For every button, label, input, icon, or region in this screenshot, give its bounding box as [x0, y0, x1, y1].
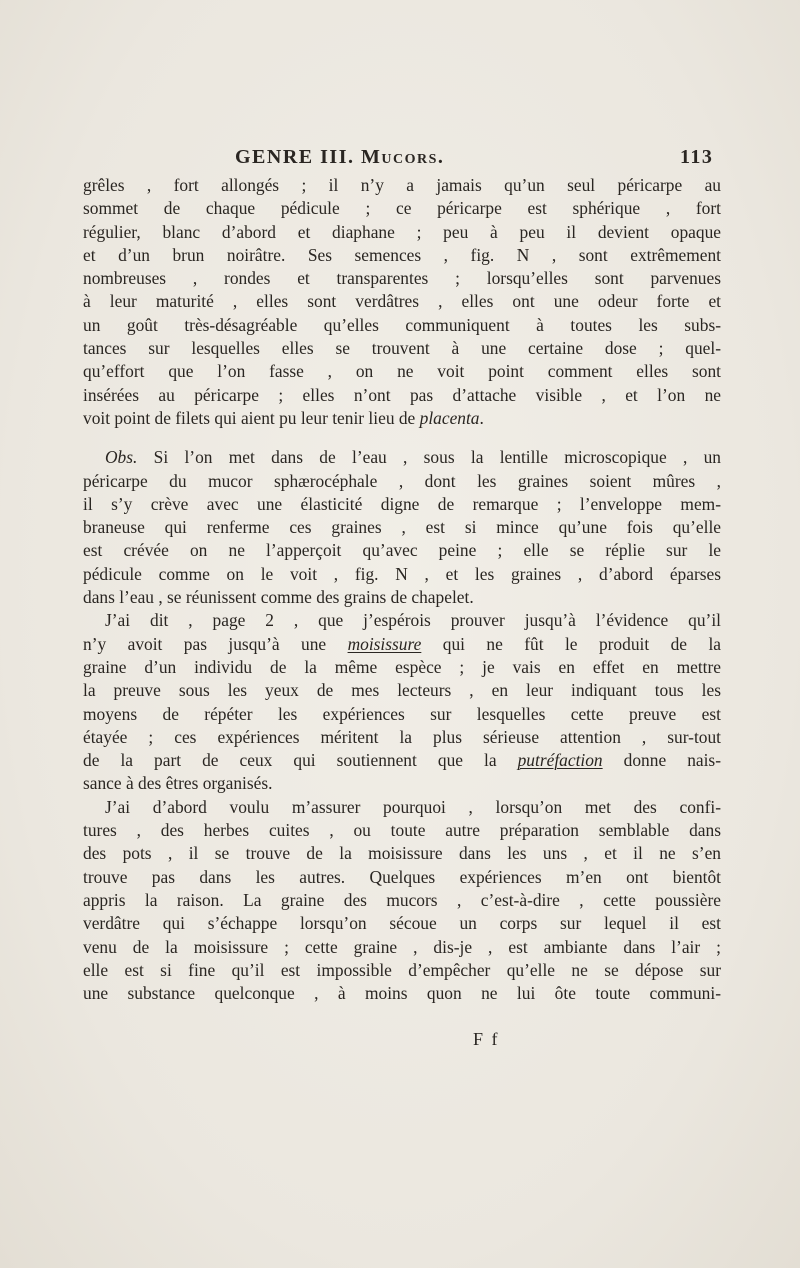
text-line: grêles , fort allongés ; il n’y a jamais qu’un seul péricarpe au [83, 175, 721, 195]
italic-term: putréfaction [517, 750, 603, 771]
obs-label: Obs. [105, 447, 138, 468]
text-line: verdâtre qui s’échappe lorsqu’on sécoue un corps sur lequel il est [83, 913, 721, 934]
text-line [83, 446, 721, 469]
text-line: qu’effort que l’on fasse , on ne voit point comment elles sont [83, 361, 721, 382]
text-line: J’ai dit , page 2 , que j’espérois prouver jusqu’à l’évidence qu’il [105, 610, 721, 631]
text-line: une substance quelconque , à moins quon ne lui ôte toute communi- [83, 983, 721, 1004]
text-line: elle est si fine qu’il est impossible d’empêcher qu’elle ne se dépose sur [83, 959, 721, 980]
text-line: moyens de répéter les expériences sur lesquelles cette preuve est [83, 703, 721, 724]
text-run: qui ne fût le produit de la [421, 633, 721, 654]
signature-mark: F f [473, 1029, 500, 1049]
text-run: de la part de ceux qui soutiennent que la [83, 750, 518, 771]
text-line: nombreuses , rondes et transparentes ; lorsqu’elles sont parvenues [83, 268, 721, 289]
text-line: J’ai d’abord voulu m’assurer pourquoi , lorsqu’on met des confi- [105, 796, 721, 817]
text-line: insérées au péricarpe ; elles n’ont pas d’attache visible , et l’on ne [83, 384, 721, 405]
running-head: GENRE III. Mucors. [235, 146, 445, 168]
text-line: la preuve sous les yeux de mes lecteurs , en leur indiquant tous les [83, 680, 721, 701]
text-line: braneuse qui renferme ces graines , est si mince qu’une fois qu’elle [83, 517, 721, 538]
italic-term: placenta [419, 407, 480, 428]
text-run: . [479, 407, 484, 428]
text-line: à leur maturité , elles sont verdâtres , elles ont une odeur forte et [83, 291, 721, 312]
text-line [83, 407, 721, 430]
text-line [83, 633, 721, 656]
text-run: n’y avoit pas jusqu’à une [83, 633, 348, 654]
italic-term: moisissure [347, 633, 422, 654]
text-line: des pots , il se trouve de la moisissure dans les uns , et il ne s’en [83, 843, 721, 864]
paragraph-4 [83, 796, 721, 1006]
text-line: tances sur lesquelles elles se trouvent à une certaine dose ; quel- [83, 338, 721, 359]
page-number: 113 [680, 146, 714, 168]
text-line: trouve pas dans les autres. Quelques expériences m’en ont bientôt [83, 866, 721, 887]
text-line: et d’un brun noirâtre. Ses semences , fig. N , sont extrêmement [83, 244, 721, 265]
text-line: sance à des êtres organisés. [83, 773, 273, 794]
text-line: venu de la moisissure ; cette graine , dis-je , est ambiante dans l’air ; [83, 936, 721, 957]
paragraph-1 [83, 174, 721, 430]
text-line: sommet de chaque pédicule ; ce péricarpe est sphérique , fort [83, 198, 721, 219]
paragraph-2 [83, 446, 721, 609]
paragraph-gap [83, 430, 721, 446]
text-line: dans l’eau , se réunissent comme des grains de chapelet. [83, 587, 474, 608]
text-line: appris la raison. La graine des mucors , c’est-à-dire , cette poussière [83, 889, 721, 910]
text-line: est crévée on ne l’apperçoit qu’avec peine ; elle se réplie sur le [83, 540, 721, 561]
text-line: graine d’un individu de la même espèce ; je vais en effet en mettre [83, 656, 721, 677]
text-line: un goût très-désagréable qu’elles communiquent à toutes les subs- [83, 314, 721, 335]
body-text [83, 174, 721, 1005]
paragraph-3 [83, 609, 721, 795]
text-line: régulier, blanc d’abord et diaphane ; peu à peu il devient opaque [83, 221, 721, 242]
text-line: péricarpe du mucor sphærocéphale , dont les graines soient mûres , [83, 470, 721, 491]
text-run: Si l’on met dans de l’eau , sous la lentille microscopique , un [137, 447, 721, 468]
text-line: pédicule comme on le voit , fig. N , et les graines , d’abord éparses [83, 563, 721, 584]
text-line: il s’y crève avec une élasticité digne de remarque ; l’enveloppe mem- [83, 493, 721, 514]
text-run: donne nais- [602, 750, 721, 771]
text-line: étayée ; ces expériences méritent la plus sérieuse attention , sur-tout [83, 726, 721, 747]
text-line: tures , des herbes cuites , ou toute autre préparation semblable dans [83, 820, 721, 841]
text-line [83, 749, 721, 772]
text-run: voit point de filets qui aient pu leur tenir lieu de [83, 407, 420, 428]
